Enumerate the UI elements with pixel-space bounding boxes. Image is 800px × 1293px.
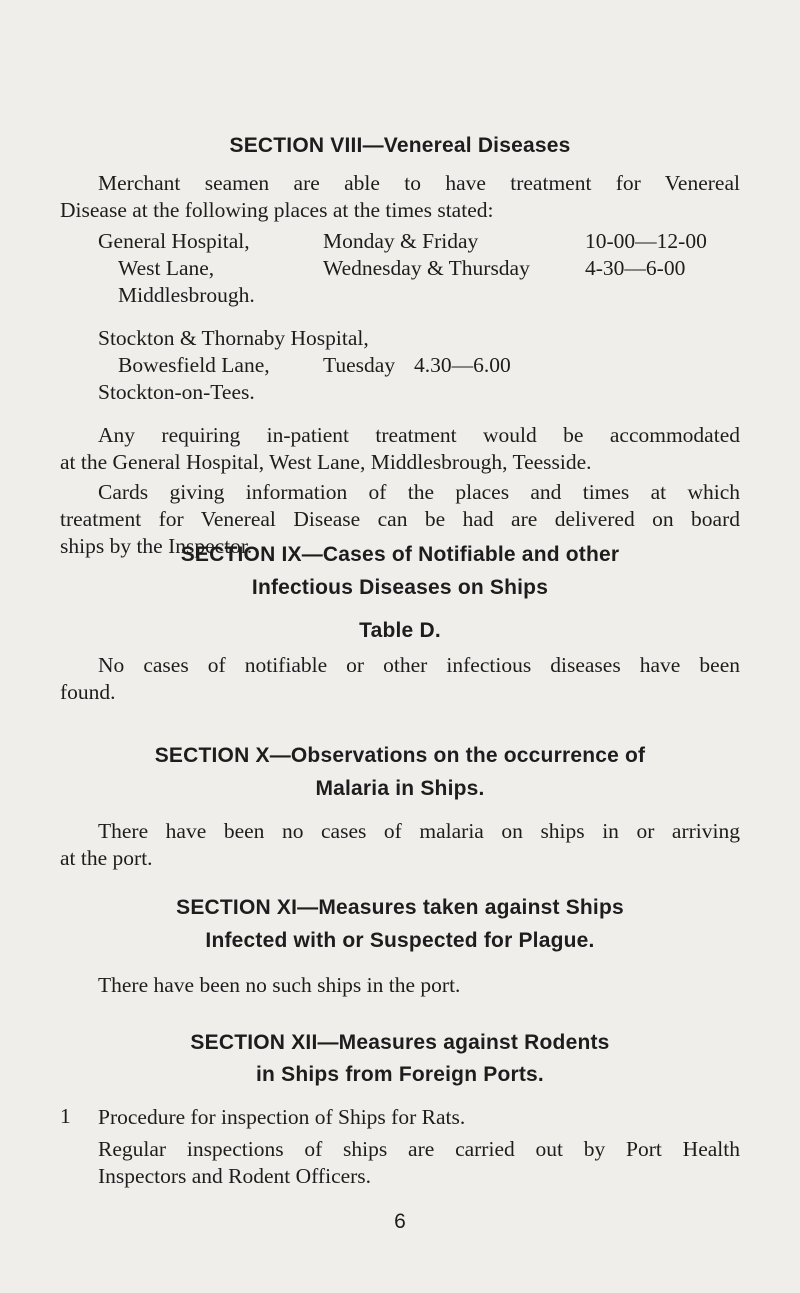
clinic-2-name-1: Stockton & Thornaby Hospital, [98, 326, 369, 350]
table-d-label: Table D. [359, 619, 441, 642]
section-10-heading-2: Malaria in Ships. [315, 777, 485, 800]
section-8-intro-text [60, 170, 740, 224]
cards-line-2: treatment for Venereal Disease can be had are delivered on board [60, 507, 740, 531]
section-9-line-1: No cases of notifiable or other infectious diseases have been [98, 653, 740, 677]
section-11-line-1: There have been no such ships in the port. [98, 973, 461, 997]
section-9-heading-2: Infectious Diseases on Ships [251, 576, 549, 599]
section-8-heading: SECTION VIII—Venereal Diseases [229, 134, 571, 157]
item-number: 1 [60, 1104, 71, 1128]
intro-line-2: Disease at the following places at the times stated: [60, 198, 494, 222]
clinic-1-days-2: Wednesday & Thursday [323, 256, 530, 280]
section-10-heading-1: SECTION X—Observations on the occurrence of [154, 744, 646, 767]
section-9-body [60, 652, 740, 706]
page-number: 6 [394, 1210, 406, 1233]
section-12-line-2: Inspectors and Rodent Officers. [98, 1164, 372, 1188]
clinic-1-days-1: Monday & Friday [323, 229, 479, 253]
section-10-line-2: at the port. [60, 846, 153, 870]
clinic-1-times-2: 4-30—6-00 [585, 256, 686, 280]
clinic-2-times-1: 4.30—6.00 [414, 353, 511, 377]
clinic-2-name-2: Bowesfield Lane, [118, 353, 270, 377]
section-9-line-2: found. [60, 680, 116, 704]
inpatient-line-2: at the General Hospital, West Lane, Middlesbrough, Teesside. [60, 450, 592, 474]
section-12-line-1: Regular inspections of ships are carried out by Port Health [98, 1137, 740, 1161]
intro-line-1: Merchant seamen are able to have treatment for Venereal [98, 171, 740, 195]
section-11-heading-2: Infected with or Suspected for Plague. [205, 929, 595, 952]
clinic-2-days-1: Tuesday [323, 353, 396, 377]
cards-line-3: ships by the Inspector. [60, 534, 253, 558]
item-title: Procedure for inspection of Ships for Rats. [98, 1105, 466, 1129]
section-12-heading-2: in Ships from Foreign Ports. [256, 1063, 544, 1086]
clinic-2-name-3: Stockton-on-Tees. [98, 380, 255, 404]
cards-line-1: Cards giving information of the places and times at which [98, 480, 740, 504]
section-9-heading-1: SECTION IX—Cases of Notifiable and other [180, 543, 620, 566]
section-10-body [60, 818, 740, 872]
clinic-1-name-2: West Lane, [118, 256, 215, 280]
clinic-1-name-1: General Hospital, [98, 229, 250, 253]
clinic-1-times-1: 10-00—12-00 [585, 229, 707, 253]
clinic-1-name-3: Middlesbrough. [118, 283, 255, 307]
inpatient-paragraph [60, 422, 740, 476]
inpatient-line-1: Any requiring in-patient treatment would be accommodated [98, 423, 740, 447]
section-11-body [60, 972, 740, 999]
section-12-heading-1: SECTION XII—Measures against Rodents [190, 1031, 610, 1054]
section-10-line-1: There have been no cases of malaria on ships in or arriving [98, 819, 740, 843]
section-11-heading-1: SECTION XI—Measures taken against Ships [176, 896, 624, 919]
section-12-body [98, 1136, 740, 1190]
